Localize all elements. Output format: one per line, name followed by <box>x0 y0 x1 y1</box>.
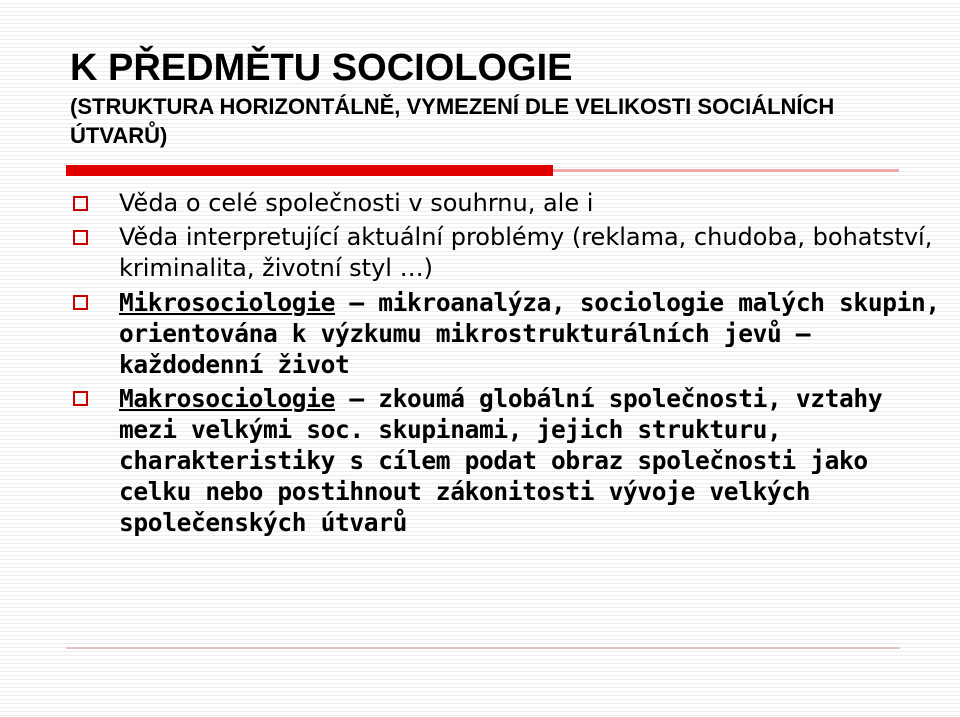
bullet-lead: Mikrosociologie <box>119 288 336 317</box>
hollow-square-icon <box>73 391 88 406</box>
bullet-text <box>119 188 940 219</box>
title-divider-thin <box>553 169 899 172</box>
bullet-body: Věda o celé společnosti v souhrnu, ale i <box>119 189 594 217</box>
title-divider <box>66 161 899 175</box>
list-item <box>70 383 940 538</box>
hollow-square-icon <box>73 196 88 211</box>
bullet-text <box>119 222 940 284</box>
bullet-body: – mikroanalýza, sociologie malých skupin, orientována k výzkumu mikrostrukturálních jevů – každodenní život <box>119 288 940 379</box>
bullet-text <box>119 383 940 538</box>
bullet-list <box>70 188 940 541</box>
bullet-text <box>119 287 940 380</box>
title-divider-thick <box>66 165 553 176</box>
slide-subtitle: (STRUKTURA HORIZONTÁLNĚ, VYMEZENÍ DLE VELIKOSTI SOCIÁLNÍCH ÚTVARŮ) <box>70 94 835 148</box>
bullet-lead: Makrosociologie <box>119 384 336 413</box>
list-item <box>70 287 940 380</box>
list-item <box>70 222 940 284</box>
bullet-body: – zkoumá globální společnosti, vztahy mezi velkými soc. skupinami, jejich strukturu, charakteristiky s cílem podat obraz společnosti jako celku nebo postihnout zákonitosti vývoje velkých společenských útvarů <box>119 384 883 537</box>
bottom-divider <box>66 647 900 649</box>
hollow-square-icon <box>73 295 88 310</box>
bullet-body: Věda interpretující aktuální problémy (reklama, chudoba, bohatství, kriminalita, životní styl …) <box>119 223 933 282</box>
hollow-square-icon <box>73 230 88 245</box>
slide-title: K PŘEDMĚTU SOCIOLOGIE <box>70 47 573 89</box>
list-item <box>70 188 940 219</box>
title-block <box>70 44 930 150</box>
